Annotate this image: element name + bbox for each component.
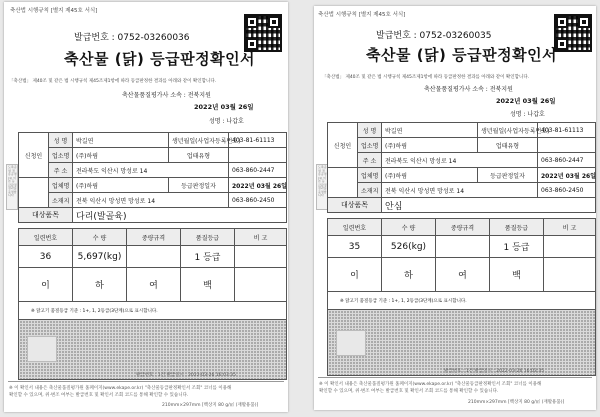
birth-label: 생년월일(사업자등록번호): [169, 133, 229, 148]
applicant-label: 신청인: [328, 123, 358, 168]
row-quantity: 526(kg): [382, 236, 436, 258]
amount-char-4: 백: [181, 268, 235, 302]
name-label: 성 명: [49, 133, 73, 148]
name-value: 박길연: [382, 123, 478, 138]
document-title: 축산물 (닭) 등급판정확인서: [64, 50, 256, 68]
amount-char-1: 이: [328, 258, 382, 292]
seal-stamp: [336, 330, 366, 356]
applicant-label: 신청인: [19, 133, 49, 178]
birth-value: 403-81-61113: [538, 123, 596, 138]
applicant-table: [327, 122, 596, 213]
address-label: 주 소: [358, 153, 382, 168]
location-phone: 063-860-2450: [229, 193, 287, 208]
row-quantity: 5,697(kg): [73, 246, 127, 268]
location-value: 전북 익산시 망성면 망성로 14: [382, 183, 538, 198]
row-remark: [235, 246, 287, 268]
grade-footnote: ※ 닭고기 품질등급 기준 : 1+, 1, 2등급(3단계)으로 표시합니다.: [328, 292, 596, 310]
phone-value: 063-860-2447: [538, 153, 596, 168]
target-label: 대상품목: [19, 208, 73, 223]
footer-line-2: 확인할 수 있으며, 위·변조 여부는 발급번호 및 확인서 조회 코드를 통해 확인할 수 있습니다.: [9, 393, 189, 398]
address-value: 전라북도 익산시 망성로 14: [73, 163, 229, 178]
grade-footnote: ※ 닭고기 품질등급 기준 : 1+, 1, 2등급(3단계)으로 표시합니다.: [19, 302, 287, 320]
business-name-label: 업소명: [49, 148, 73, 163]
header-quantity: 수 량: [73, 229, 127, 246]
header-serial: 일련번호: [19, 229, 73, 246]
location-phone: 063-860-2450: [538, 183, 596, 198]
birth-value: 403-81-61113: [229, 133, 287, 148]
footer-line-1: ※ 이 확인서 내용은 축산물품질평가원 홈페이지(www.ekape.or.kr) "축산물등급판정확인서 조회" 코너를 이용해: [319, 382, 542, 387]
target-value: 안심: [382, 198, 596, 213]
row-weight-spec: [127, 246, 181, 268]
phone-value: 063-860-2447: [229, 163, 287, 178]
law-reference: 축산법 시행규칙 [별지 제45호 서식]: [318, 12, 406, 18]
business-name-value: (주)하림: [382, 138, 478, 153]
location-value: 전북 익산시 망성면 망성로 14: [73, 193, 229, 208]
plant-value: (주)하림: [73, 178, 169, 193]
business-name-value: (주)하림: [73, 148, 169, 163]
business-name-label: 업소명: [358, 138, 382, 153]
header-remark: 비 고: [544, 219, 596, 236]
applicant-table: [18, 132, 287, 223]
amount-char-1: 이: [19, 268, 73, 302]
header-weight-spec: 중량규격: [127, 229, 181, 246]
business-type-label: 업태유형: [478, 138, 538, 153]
grading-table: [327, 218, 596, 376]
amount-char-3: 여: [127, 268, 181, 302]
target-label: 대상품목: [328, 198, 382, 213]
paper-size: 210mm×297mm [백상지 80 g/㎡ (재활용품)]: [468, 400, 565, 405]
header-weight-spec: 중량규격: [436, 219, 490, 236]
amount-char-3: 여: [436, 258, 490, 292]
amount-char-4: 백: [490, 258, 544, 292]
name-value: 박길연: [73, 133, 169, 148]
plant-label: 업체명: [358, 168, 382, 183]
business-type-value: [229, 148, 287, 163]
evaluator-name: 성명 : 나갑호: [510, 111, 545, 118]
grading-date-label: 등급판정일자: [169, 178, 229, 193]
header-grade: 품질등급: [181, 229, 235, 246]
row-serial: 35: [328, 236, 382, 258]
law-reference: 축산법 시행규칙 [별지 제45호 서식]: [10, 8, 98, 14]
seal-stamp: [27, 336, 57, 362]
location-label: 소재지: [358, 183, 382, 198]
issue-date: 2022년 03월 26일: [194, 103, 254, 111]
footer-line-1: ※ 이 확인서 내용은 축산물품질평가원 홈페이지(www.ekape.or.kr) "축산물등급판정확인서 조회" 코너를 이용해: [9, 386, 232, 391]
row-serial: 36: [19, 246, 73, 268]
certificate-right: [314, 6, 596, 410]
header-grade: 품질등급: [490, 219, 544, 236]
divider: [318, 377, 592, 378]
serial-number: 발급번호 : 0752-03260035: [376, 31, 492, 41]
name-label: 성 명: [358, 123, 382, 138]
qr-code-icon: [554, 14, 592, 52]
header-serial: 일련번호: [328, 219, 382, 236]
birth-label: 생년월일(사업자등록번호): [478, 123, 538, 138]
grading-date-value: 2022년 03월 26일: [538, 168, 596, 183]
header-remark: 비 고: [235, 229, 287, 246]
row-weight-spec: [436, 236, 490, 258]
side-stamp: 도축증명 경유증명(1) 이 본 등급판정 결과를 증명합니다: [316, 164, 328, 210]
grading-date-label: 등급판정일자: [478, 168, 538, 183]
evaluator-name: 성명 : 나갑호: [209, 118, 244, 125]
address-label: 주 소: [49, 163, 73, 178]
address-value: 전라북도 익산시 망성로 14: [382, 153, 538, 168]
issue-meta: 발급번호 : 1건 발급일시 : 2022-03-26 16:03:35: [136, 373, 236, 378]
serial-number: 발급번호 : 0752-03260036: [74, 33, 190, 43]
row-grade: 1 등급: [490, 236, 544, 258]
amount-char-2: 하: [73, 268, 127, 302]
plant-label: 업체명: [49, 178, 73, 193]
legal-note: 「축산법」 제40조 및 같은 법 시행규칙 제45조제1항에 따라 등급판정한 결과를 아래와 같이 확인합니다.: [322, 75, 530, 80]
plant-value: (주)하림: [382, 168, 478, 183]
certificate-left: [4, 2, 288, 412]
business-type-label: 업태유형: [169, 148, 229, 163]
evaluator-agency: 축산물품질평가사 소속 : 전북지원: [122, 92, 211, 99]
location-label: 소재지: [49, 193, 73, 208]
row-grade: 1 등급: [181, 246, 235, 268]
amount-char-2: 하: [382, 258, 436, 292]
evaluator-agency: 축산물품질평가사 소속 : 전북지원: [424, 86, 513, 93]
qr-code-icon: [244, 14, 282, 52]
legal-note: 「축산법」 제40조 및 같은 법 시행규칙 제45조제1항에 따라 등급판정한 결과를 아래와 같이 확인합니다.: [9, 79, 217, 84]
side-stamp: 도축증명 경유증명(1) 이 본 등급판정 결과를 증명합니다: [6, 164, 18, 210]
grading-date-value: 2022년 03월 26일: [229, 178, 287, 193]
security-pattern: [328, 310, 596, 376]
header-quantity: 수 량: [382, 219, 436, 236]
paper-size: 210mm×297mm [백상지 80 g/㎡ (재활용품)]: [162, 403, 259, 408]
security-pattern: [19, 320, 287, 380]
issue-meta: 발급번호 : 1건 발급일시 : 2022-03-26 16:03:35: [444, 369, 544, 374]
business-type-value: [538, 138, 596, 153]
footer-line-2: 확인할 수 있으며, 위·변조 여부는 발급번호 및 확인서 조회 코드를 통해 확인할 수 있습니다.: [319, 389, 499, 394]
grading-table: [18, 228, 287, 380]
divider: [8, 381, 284, 382]
document-title: 축산물 (닭) 등급판정확인서: [366, 46, 558, 64]
target-value: 다리(발골육): [73, 208, 287, 223]
row-remark: [544, 236, 596, 258]
issue-date: 2022년 03월 26일: [496, 97, 556, 105]
